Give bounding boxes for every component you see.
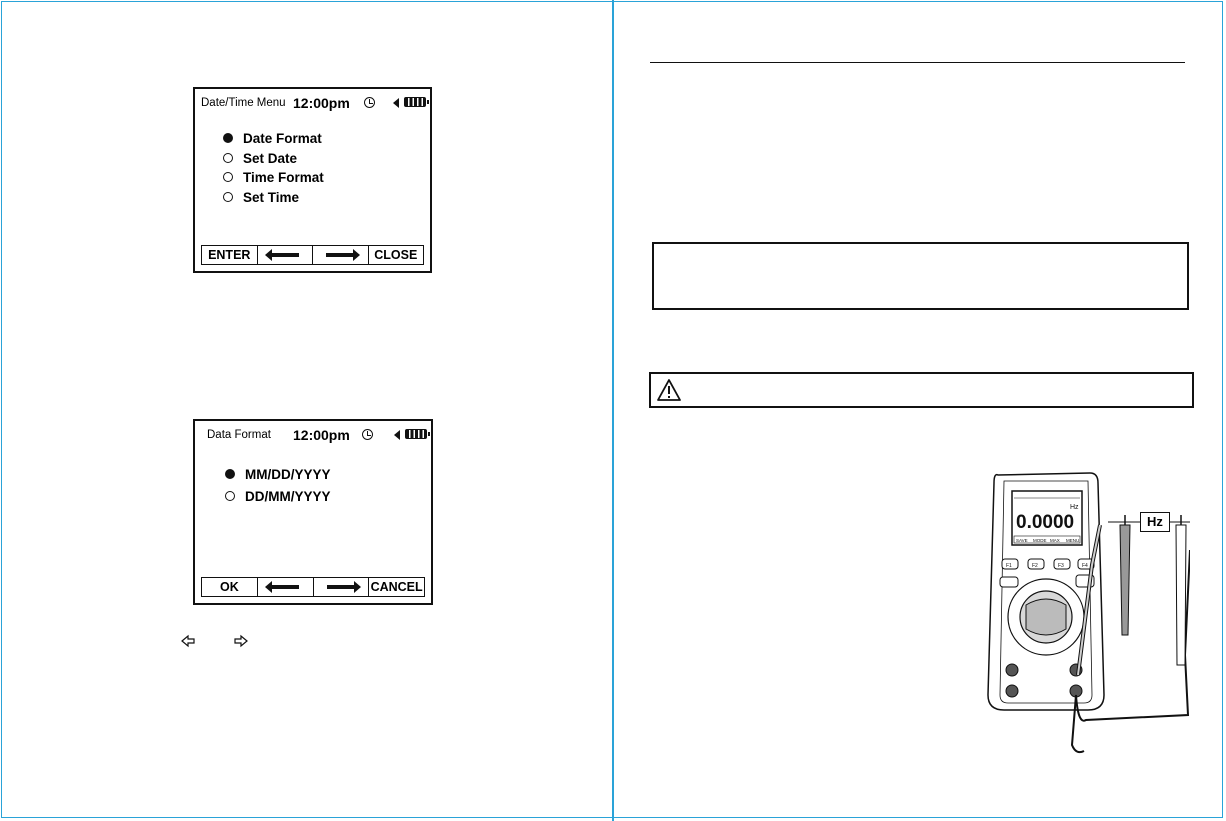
softkey-bar <box>201 577 425 597</box>
lcd-title: Data Format <box>207 429 271 441</box>
menu-list <box>225 465 331 509</box>
radio-selected-icon <box>223 133 233 143</box>
left-arrow-softkey[interactable] <box>258 578 314 596</box>
section-rule <box>650 62 1185 63</box>
page-divider <box>612 0 614 821</box>
radio-selected-icon <box>225 469 235 479</box>
meter-fkey: F1 <box>1006 563 1012 569</box>
radio-empty-icon <box>223 192 233 202</box>
menu-list <box>223 129 324 207</box>
meter-softkey: SAVE <box>1016 538 1028 543</box>
battery-icon <box>404 97 426 107</box>
hz-lead-label: Hz <box>1140 512 1170 532</box>
speaker-icon <box>393 98 399 108</box>
lcd-header <box>201 427 425 445</box>
meter-reading: 0.0000 <box>1016 512 1075 533</box>
menu-item[interactable]: DD/MM/YYYY <box>225 487 331 509</box>
meter-hz-unit: Hz <box>1070 504 1079 511</box>
radio-empty-icon <box>223 153 233 163</box>
speaker-icon <box>394 430 400 440</box>
hollow-left-right-arrow-icons <box>180 634 250 648</box>
meter-softkey: MODE <box>1033 538 1047 543</box>
cancel-softkey[interactable]: CANCEL <box>370 580 423 594</box>
meter-fkey: F2 <box>1032 563 1038 569</box>
lcd-time: 12:00pm <box>293 95 350 111</box>
softkey-bar <box>201 245 424 265</box>
meter-fkey: F3 <box>1058 563 1064 569</box>
meter-softkey: MENU <box>1066 538 1080 543</box>
right-arrow-icon <box>327 585 355 589</box>
menu-item[interactable]: MM/DD/YYYY <box>225 465 331 487</box>
left-arrow-icon <box>271 253 299 257</box>
lcd-date-time-menu <box>193 87 432 273</box>
multimeter-illustration <box>980 465 1190 765</box>
menu-item[interactable]: Set Time <box>223 188 324 208</box>
radio-empty-icon <box>225 491 235 501</box>
lcd-data-format <box>193 419 433 605</box>
radio-empty-icon <box>223 172 233 182</box>
enter-softkey[interactable]: ENTER <box>202 246 258 264</box>
right-arrow-icon <box>326 253 354 257</box>
lcd-header <box>201 95 424 113</box>
warning-triangle-icon <box>656 378 682 402</box>
meter-fkey: F4 <box>1082 563 1088 569</box>
lcd-title: Date/Time Menu <box>201 97 286 109</box>
menu-item[interactable]: Time Format <box>223 168 324 188</box>
note-box <box>652 242 1189 310</box>
warning-bar <box>649 372 1194 408</box>
ok-softkey[interactable]: OK <box>202 578 258 596</box>
lcd-time: 12:00pm <box>293 427 350 443</box>
left-arrow-softkey[interactable] <box>258 246 314 264</box>
right-arrow-softkey[interactable] <box>314 578 370 596</box>
battery-icon <box>405 429 427 439</box>
left-arrow-icon <box>271 585 299 589</box>
right-arrow-softkey[interactable] <box>313 246 369 264</box>
clock-icon <box>364 97 375 108</box>
clock-icon <box>362 429 373 440</box>
close-softkey[interactable]: CLOSE <box>374 248 418 262</box>
menu-item[interactable]: Set Date <box>223 149 324 169</box>
meter-softkey: MAX <box>1050 538 1060 543</box>
menu-item[interactable]: Date Format <box>223 129 324 149</box>
